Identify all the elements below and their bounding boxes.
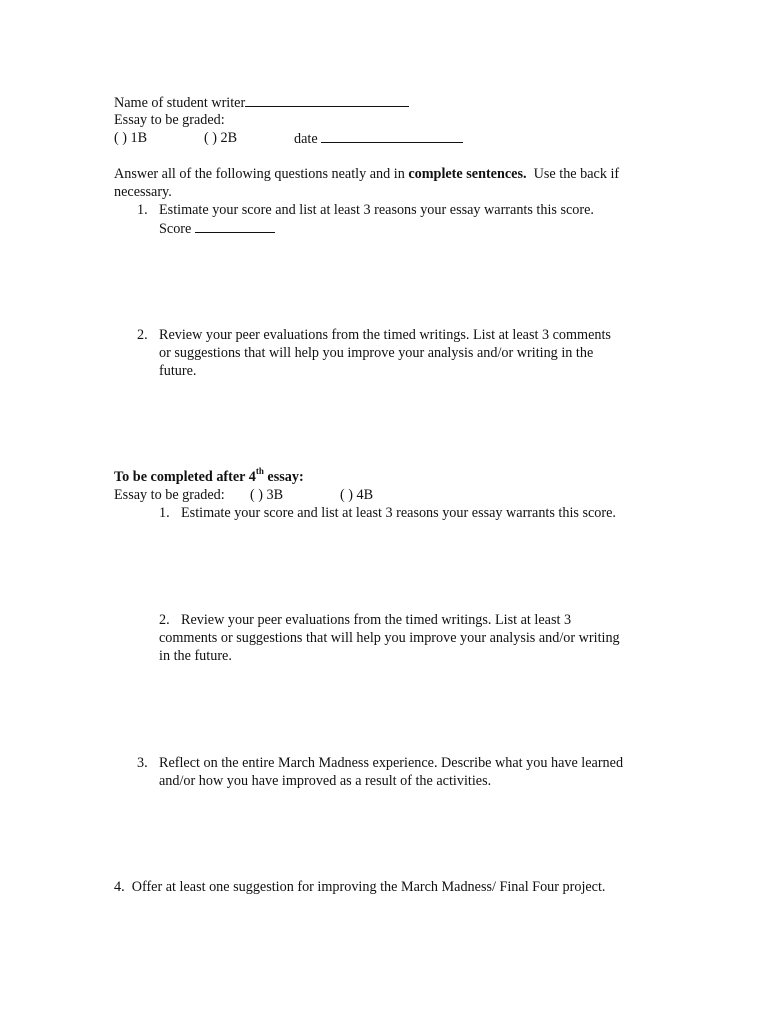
option-3b[interactable]: ( ) 3B [250, 487, 284, 503]
score-label: Score [159, 221, 192, 237]
score-blank[interactable] [195, 219, 275, 233]
option-1b[interactable]: ( ) 1B [114, 130, 148, 146]
part1-q2-line-2: or suggestions that will help you improve your analysis and/or writing in the [159, 345, 594, 361]
option-4b[interactable]: ( ) 4B [340, 487, 374, 503]
date-blank[interactable] [321, 129, 463, 143]
instructions-line-2: necessary. [114, 184, 172, 200]
instructions-text: Answer all of the following questions neatly and in [114, 166, 409, 182]
part2-q1-text: Estimate your score and list at least 3 reasons your essay warrants this score. [181, 505, 616, 521]
student-name-line [114, 93, 409, 112]
part2-q3-line-1: Reflect on the entire March Madness experience. Describe what you have learned [159, 755, 624, 771]
part2-heading-sup: th [255, 466, 264, 477]
option-2b[interactable]: ( ) 2B [204, 130, 238, 146]
part1-q2-number: 2. [137, 327, 148, 343]
part2-essay-graded-label: Essay to be graded: [114, 487, 225, 503]
part2-q3-number: 3. [137, 755, 148, 771]
part2-q2-line-3: in the future. [159, 648, 232, 664]
part2-heading-text: To be completed after 4 [114, 469, 256, 485]
part2-heading [114, 468, 304, 486]
instructions-line-1 [114, 165, 619, 183]
student-name-blank[interactable] [245, 93, 409, 107]
instructions-text-after: Use the back if [526, 166, 620, 182]
essay-graded-label: Essay to be graded: [114, 112, 225, 128]
instructions-bold-text: complete sentences. [408, 166, 527, 182]
part2-q2-number: 2. [159, 612, 170, 628]
part2-q2-line-1: Review your peer evaluations from the timed writings. List at least 3 [181, 612, 572, 628]
part2-q1-number: 1. [159, 505, 170, 521]
part1-q1-text: Estimate your score and list at least 3 reasons your essay warrants this score. [159, 202, 594, 218]
date-label: date [294, 131, 318, 147]
score-line [159, 219, 275, 238]
part1-q1-number: 1. [137, 202, 148, 218]
part1-q2-line-1: Review your peer evaluations from the timed writings. List at least 3 comments [159, 327, 611, 343]
part2-heading-text-after: essay: [263, 469, 304, 485]
part2-q2-line-2: comments or suggestions that will help you improve your analysis and/or writing [159, 630, 620, 646]
part1-q2-line-3: future. [159, 363, 197, 379]
part2-q3-line-2: and/or how you have improved as a result of the activities. [159, 773, 492, 789]
date-line [294, 129, 463, 148]
student-name-label: Name of student writer [114, 95, 246, 111]
part2-q4-text: 4. Offer at least one suggestion for improving the March Madness/ Final Four project. [114, 879, 606, 895]
